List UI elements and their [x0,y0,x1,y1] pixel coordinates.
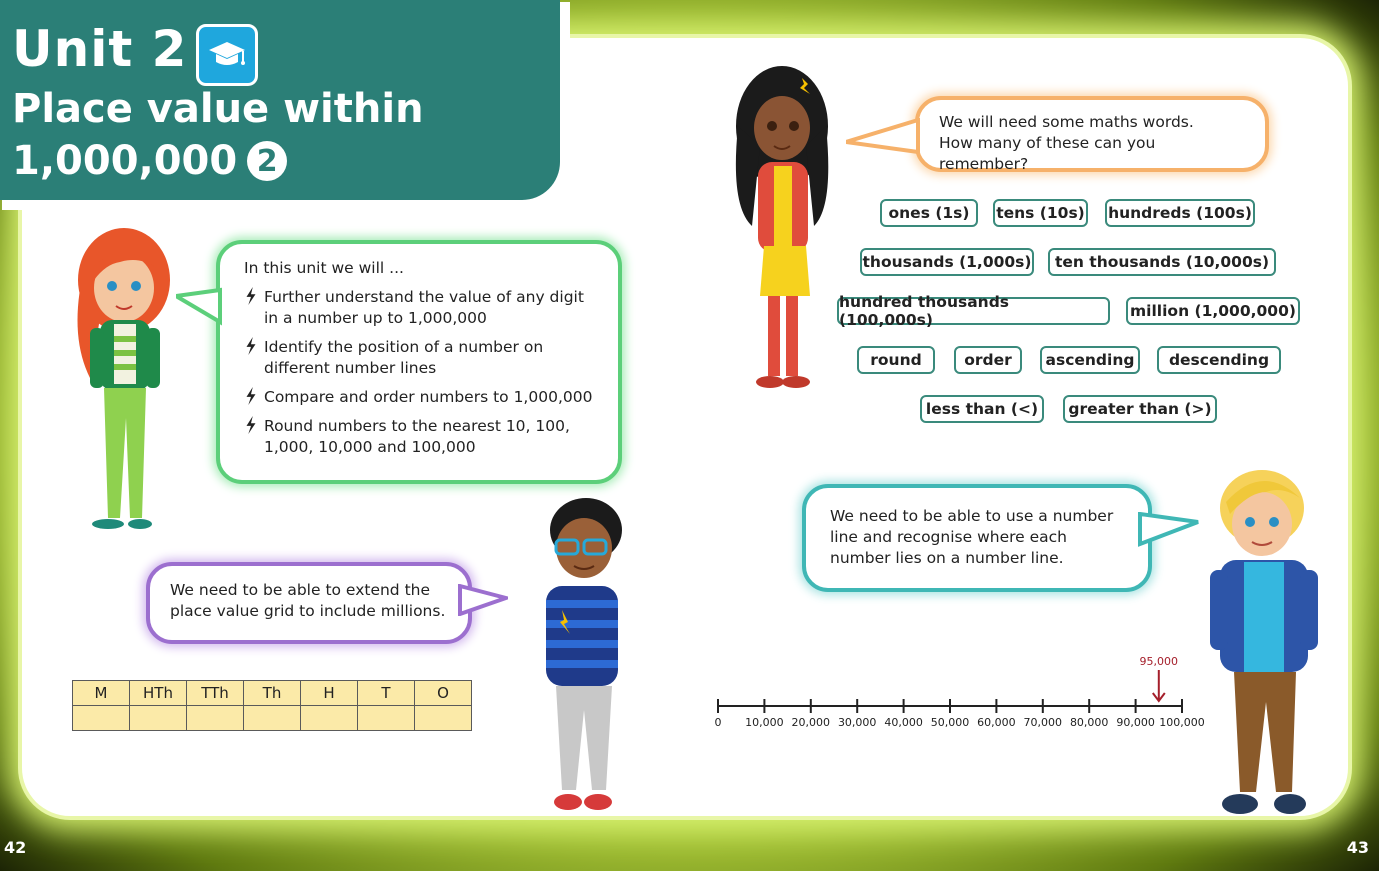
list-item: Identify the position of a number on different number lines [244,337,594,379]
grid-cell [358,706,415,731]
number-line [700,650,1220,740]
grid-header-hth: HTh [130,681,187,706]
maths-words-line1: We will need some maths words. [939,113,1194,131]
grid-cell [244,706,301,731]
bubble-tail-purple [458,584,508,616]
unit-title: Unit 2 [12,20,188,78]
word-chip-tens: tens (10s) [993,199,1088,227]
bubble-tail-orange [846,118,920,154]
lightning-bolt-icon [244,287,258,305]
grid-header-o: O [415,681,472,706]
number-line-tick-label: 70,000 [1023,716,1063,729]
lightning-bolt-icon [244,387,258,405]
place-value-bubble [146,562,472,644]
unit-goals-list [244,287,594,458]
graduation-cap-icon [196,24,258,86]
grid-header-m: M [73,681,130,706]
page-number-left: 42 [4,838,27,857]
word-chip-ten-thousands: ten thousands (10,000s) [1048,248,1276,276]
number-line-tick-label: 90,000 [1116,716,1155,729]
unit-title-line2 [12,138,287,184]
unit-goals-intro: In this unit we will ... [244,259,404,277]
number-line-bubble [802,484,1152,592]
unit-title-number: 1,000,000 [12,138,238,184]
word-chip-ascending: ascending [1040,346,1140,374]
grid-cell [301,706,358,731]
bubble-tail-green [176,286,222,326]
place-value-grid [72,680,472,731]
down-arrow-icon [1153,670,1165,701]
list-item: Compare and order numbers to 1,000,000 [244,387,594,408]
word-chip-order: order [954,346,1022,374]
number-line-tick-label: 30,000 [837,716,877,729]
word-chip-less-than: less than (<) [920,395,1044,423]
maths-words-bubble [915,96,1269,172]
number-line-bubble-text: We need to be able to use a number line and recognise where each number lies on a number line. [830,507,1114,567]
girl-dark-hair-illustration [730,66,840,406]
word-chip-hundreds: hundreds (100s) [1105,199,1255,227]
number-line-tick-label: 0 [714,716,722,729]
boy-glasses-illustration [526,490,636,830]
word-chip-round: round [857,346,935,374]
boy-blond-illustration [1200,462,1330,832]
word-chip-descending: descending [1157,346,1281,374]
grid-header-th: Th [244,681,301,706]
unit-title-line1: Place value within [12,86,424,132]
grid-cell [130,706,187,731]
number-line-tick-label: 10,000 [745,716,784,729]
list-item: Further understand the value of any digit in a number up to 1,000,000 [244,287,594,329]
part-number-badge: 2 [247,141,287,181]
number-line-tick-label: 100,000 [1159,716,1205,729]
list-item: Round numbers to the nearest 10, 100, 1,000, 10,000 and 100,000 [244,416,594,458]
number-line-tick-label: 60,000 [977,716,1016,729]
maths-words-line2: How many of these can you remember? [939,134,1156,173]
number-line-tick-label: 20,000 [791,716,831,729]
grid-cell [73,706,130,731]
word-chip-greater-than: greater than (>) [1063,395,1217,423]
lightning-bolt-icon [244,416,258,434]
number-line-tick-label: 50,000 [930,716,970,729]
grid-header-t: T [358,681,415,706]
number-line-tick-label: 80,000 [1069,716,1109,729]
unit-header [0,0,560,200]
lightning-bolt-icon [244,337,258,355]
page-number-right: 43 [1346,838,1369,857]
word-chip-ones: ones (1s) [880,199,978,227]
bubble-tail-teal [1138,512,1200,548]
number-line-tick-label: 40,000 [884,716,923,729]
unit-goals-bubble [216,240,622,484]
grid-header-tth: TTh [187,681,244,706]
word-chip-thousands: thousands (1,000s) [860,248,1034,276]
place-value-bubble-text: We need to be able to extend the place value grid to include millions. [170,581,446,620]
girl-red-hair-illustration [60,228,180,538]
grid-cell [415,706,472,731]
word-chip-million: million (1,000,000) [1126,297,1300,325]
number-line-marker-label: 95,000 [1139,655,1179,668]
grid-header-h: H [301,681,358,706]
grid-cell [187,706,244,731]
word-chip-hundred-thousands: hundred thousands (100,000s) [837,297,1110,325]
